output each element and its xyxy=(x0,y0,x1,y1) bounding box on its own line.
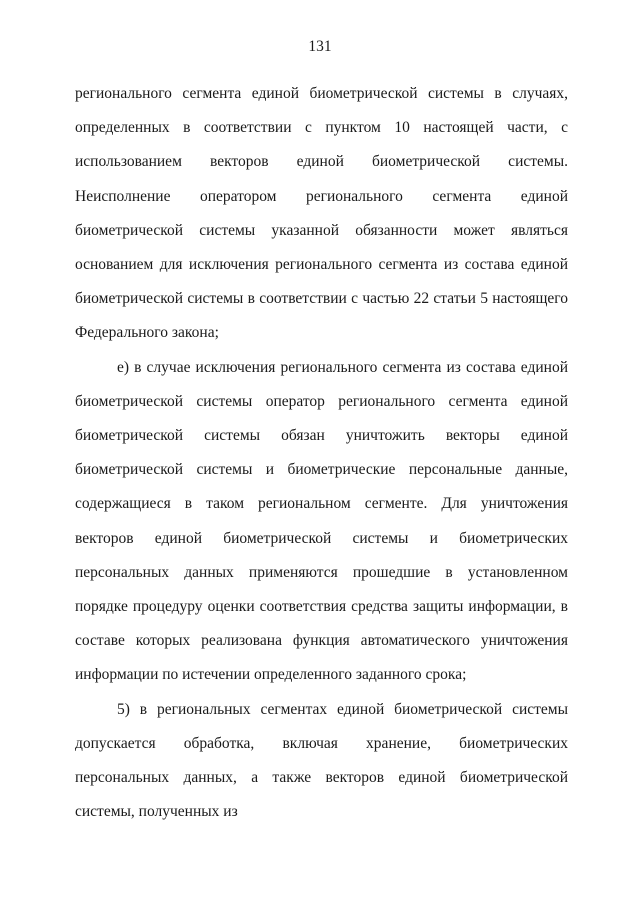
paragraph-continuation: регионального сегмента единой биометрической системы в случаях, определенных в соответствии с пунктом 10 настоящей части, с использованием векторов единой биометрической системы. Неисполнение оператором регионального сегмента единой биометрической системы указанной обязанности может являться основанием для исключения регионального сегмента из состава единой биометрической системы в соответствии с частью 22 статьи 5 настоящего Федерального закона; xyxy=(75,85,568,342)
paragraph-item-5: 5) в региональных сегментах единой биометрической системы допускается обработка, включая хранение, биометрических персональных данных, а также векторов единой биометрической системы, полученных из xyxy=(75,700,568,821)
page-number: 131 xyxy=(308,38,332,55)
document-body xyxy=(75,77,568,829)
paragraph-item-e: е) в случае исключения регионального сегмента из состава единой биометрической системы оператор регионального сегмента единой биометрической системы обязан уничтожить векторы единой биометрической системы и биометрические персональные данные, содержащиеся в таком региональном сегменте. Для уничтожения векторов единой биометрической системы и биометрических персональных данных применяются прошедшие в установленном порядке процедуру оценки соответствия средства защиты информации, в составе которых реализована функция автоматического уничтожения информации по истечении определенного заданного срока; xyxy=(75,358,568,684)
